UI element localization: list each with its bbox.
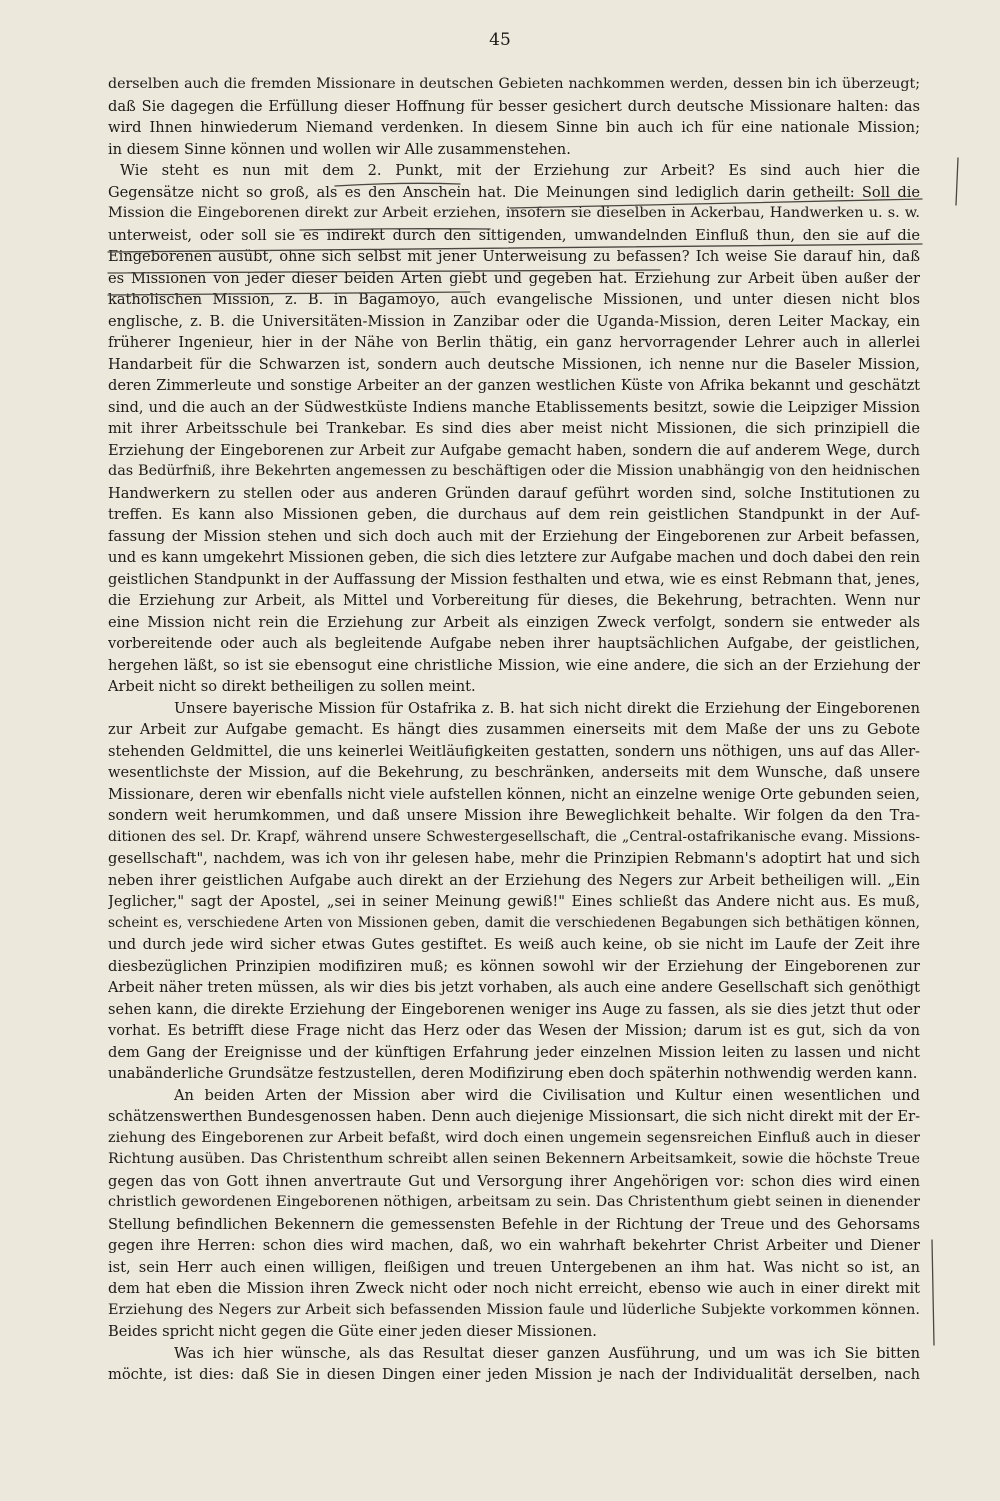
text-line: es Missionen von jeder dieser beiden Arten giebt und gegeben hat. Erziehung zur Arbeit üben außer der [108, 269, 920, 287]
text-line: schätzenswerthen Bundesgenossen haben. Denn auch diejenige Missionsart, die sich nicht direkt mit der Er- [108, 1108, 920, 1125]
text-line: gesellschaft", nachdem, was ich von ihr gelesen habe, mehr die Prinzipien Rebmann's adoptirt hat und sich [108, 850, 920, 867]
text-line: Stellung befindlichen Bekennern die gemessensten Befehle in der Richtung der Treue und des Gehorsams [108, 1215, 920, 1233]
text-line: Erziehung des Negers zur Arbeit sich befassenden Mission faule und lüderliche Subjekte vorkommen können. [108, 1301, 920, 1318]
text-line: christlich gewordenen Eingeborenen nöthigen, arbeitsam zu sein. Das Christenthum giebt seinen in dienender [108, 1194, 920, 1210]
text-line: mit ihrer Arbeitsschule bei Trankebar. Es sind dies aber meist nicht Missionen, die sich prinzipiell die [108, 420, 920, 437]
pencil-margin-stroke [932, 1240, 934, 1345]
text-line: diesbezüglichen Prinzipien modifiziren muß; es können sowohl wir der Erziehung der Eingeborenen zur [108, 957, 920, 975]
text-line: daß Sie dagegen die Erfüllung dieser Hoffnung für besser gesichert durch deutsche Missionare halten: das [108, 97, 920, 115]
text-line: scheint es, verschiedene Arten von Missionen geben, damit die verschiedenen Begabungen sich bethätigen können, [108, 914, 920, 931]
text-line: vorbereitende oder auch als begleitende Aufgabe neben ihrer hauptsächlichen Aufgabe, der geistlichen, [108, 635, 920, 652]
text-line: Was ich hier wünsche, als das Resultat dieser ganzen Ausführung, und um was ich Sie bitten [174, 1344, 920, 1362]
pencil-margin-stroke [956, 158, 958, 205]
paragraph [108, 1343, 920, 1386]
text-line: zur Arbeit zur Aufgabe gemacht. Es hängt dies zusammen einerseits mit dem Maße der uns zu Gebote [108, 721, 920, 738]
text-line: Unsere bayerische Mission für Ostafrika z. B. hat sich nicht direkt die Erziehung der Eingeborenen [174, 699, 920, 717]
text-line: deren Zimmerleute und sonstige Arbeiter an der ganzen westlichen Küste von Afrika bekannt und geschätzt [108, 377, 920, 394]
text-line: hergehen läßt, so ist sie ebensogut eine christliche Mission, wie eine andere, die sich an der Erziehung der [108, 656, 920, 674]
text-line: sondern weit herumkommen, und daß unsere Mission ihre Beweglichkeit behalte. Wir folgen da den Tra- [108, 807, 920, 824]
text-line: Handarbeit für die Schwarzen ist, sondern auch deutsche Missionen, ich nenne nur die Baseler Mission, [108, 355, 920, 373]
paragraph [108, 698, 920, 1085]
text-line: neben ihrer geistlichen Aufgabe auch direkt an der Erziehung des Negers zur Arbeit betheiligen will. „Ein [108, 871, 920, 889]
text-line: treffen. Es kann also Missionen geben, die durchaus auf dem rein geistlichen Standpunkt in der Auf- [108, 506, 920, 523]
text-line: derselben auch die fremden Missionare in deutschen Gebieten nachkommen werden, dessen bin ich überzeugt; [108, 76, 920, 92]
text-line: Erziehung der Eingeborenen zur Arbeit zur Aufgabe gemacht haben, sondern die auf anderem Wege, durch [108, 441, 920, 459]
text-line: stehenden Geldmittel, die uns keinerlei Weitläufigkeiten gestatten, sondern uns nöthigen, uns auf das Aller- [108, 742, 920, 760]
text-line: sehen kann, die direkte Erziehung der Eingeborenen weniger ins Auge zu fassen, als sie dies jetzt thut oder [108, 1000, 920, 1018]
text-line: sind, und die auch an der Südwestküste Indiens manche Etablissements besitzt, sowie die Leipziger Mission [108, 398, 920, 416]
text-line: dem hat eben die Mission ihren Zweck nicht oder noch nicht erreicht, ebenso wie auch in einer direkt mit [108, 1280, 920, 1297]
text-line: wesentlichste der Mission, auf die Bekehrung, zu beschränken, anderseits mit dem Wunsche, daß unsere [108, 764, 920, 781]
text-line: Gegensätze nicht so groß, als es den Anschein hat. Die Meinungen sind lediglich darin getheilt: Soll die [108, 183, 920, 201]
text-line: in diesem Sinne können und wollen wir Alle zusammenstehen. [108, 140, 571, 158]
text-line: Arbeit näher treten müssen, als wir dies bis jetzt vorhaben, als auch eine andere Gesellschaft sich genöthigt [108, 979, 920, 996]
text-line: und durch jede wird sicher etwas Gutes gestiftet. Es weiß auch keine, ob sie nicht im Laufe der Zeit ihre [108, 936, 920, 953]
text-line: Beides spricht nicht gegen die Güte einer jeden dieser Missionen. [108, 1323, 597, 1340]
text-line: ist, sein Herr auch einen willigen, fleißigen und treuen Untergebenen an ihm hat. Was nicht so ist, an [108, 1258, 920, 1276]
text-line: gegen ihre Herren: schon dies wird machen, daß, wo ein wahrhaft bekehrter Christ Arbeiter und Diener [108, 1237, 920, 1254]
text-line: möchte, ist dies: daß Sie in diesen Dingen einer jeden Mission je nach der Individualität derselben, nach [108, 1366, 920, 1383]
paragraph [108, 160, 920, 698]
text-line: geistlichen Standpunkt in der Auffassung der Mission festhalten und etwa, wie es einst Rebmann that, jenes, [108, 570, 920, 588]
text-line: eine Mission nicht rein die Erziehung zur Arbeit als einzigen Zweck verfolgt, sondern sie entweder als [108, 613, 920, 631]
text-line: An beiden Arten der Mission aber wird die Civilisation und Kultur einen wesentlichen und [174, 1086, 920, 1104]
text-line: Eingeborenen ausübt, ohne sich selbst mit jener Unterweisung zu befassen? Ich weise Sie darauf hin, daß [108, 248, 920, 265]
text-line: Jeglicher," sagt der Apostel, „sei in seiner Meinung gewiß!" Eines schließt das Andere nicht aus. Es muß, [108, 893, 920, 910]
paragraph [108, 1085, 920, 1343]
text-line: unterweist, oder soll sie es indirekt durch den sittigenden, umwandelnden Einfluß thun, den sie auf die [108, 226, 920, 244]
text-line: früherer Ingenieur, hier in der Nähe von Berlin thätig, ein ganz hervorragender Lehrer auch in allerlei [108, 334, 920, 351]
text-line: Missionare, deren wir ebenfalls nicht viele aufstellen können, nicht an einzelne wenige Orte gebunden seien, [108, 785, 920, 803]
text-line: die Erziehung zur Arbeit, als Mittel und Vorbereitung für dieses, die Bekehrung, betrachten. Wenn nur [108, 592, 920, 609]
body-text [108, 74, 920, 1386]
text-line: und es kann umgekehrt Missionen geben, die sich dies letztere zur Aufgabe machen und doch dabei den rein [108, 549, 920, 566]
text-line: wird Ihnen hinwiederum Niemand verdenken. In diesem Sinne bin auch ich für eine nationale Mission; [108, 119, 920, 136]
text-line: vorhat. Es betrifft diese Frage nicht das Herz oder das Wesen der Mission; darum ist es gut, sich da von [108, 1022, 920, 1039]
text-line: Arbeit nicht so direkt betheiligen zu sollen meint. [108, 678, 476, 695]
text-line: englische, z. B. die Universitäten-Mission in Zanzibar oder die Uganda-Mission, deren Leiter Mackay, ein [108, 312, 920, 330]
text-line: Richtung ausüben. Das Christenthum schreibt allen seinen Bekennern Arbeitsamkeit, sowie die höchste Treue [108, 1151, 920, 1167]
text-line: katholischen Mission, z. B. in Bagamoyo, auch evangelische Missionen, und unter diesen nicht blos [108, 291, 920, 308]
text-line: dem Gang der Ereignisse und der künftigen Erfahrung jeder einzelnen Mission leiten zu lassen und nicht [108, 1043, 920, 1061]
text-line: unabänderliche Grundsätze festzustellen, deren Modifizirung eben doch späterhin nothwendig werden kann. [108, 1065, 918, 1082]
text-line: Mission die Eingeborenen direkt zur Arbeit erziehen, insofern sie dieselben in Ackerbau, Handwerken u. s. w. [108, 205, 920, 221]
paragraph [108, 74, 920, 160]
text-line: gegen das von Gott ihnen anvertraute Gut und Versorgung ihrer Angehörigen vor: schon dies wird einen [108, 1172, 920, 1190]
text-line: Handwerkern zu stellen oder aus anderen Gründen darauf geführt worden sind, solche Institutionen zu [108, 484, 920, 502]
text-line: Wie steht es nun mit dem 2. Punkt, mit der Erziehung zur Arbeit? Es sind auch hier die [120, 162, 920, 179]
text-line: das Bedürfniß, ihre Bekehrten angemessen zu beschäftigen oder die Mission unabhängig von den heidnischen [108, 463, 920, 479]
text-line: fassung der Mission stehen und sich doch auch mit der Erziehung der Eingeborenen zur Arbeit befassen, [108, 527, 920, 545]
page-number: 45 [489, 30, 511, 50]
text-line: ditionen des sel. Dr. Krapf, während unsere Schwestergesellschaft, die „Central-ostafrikanische evang. Missions- [108, 828, 920, 845]
text-line: ziehung des Eingeborenen zur Arbeit befaßt, wird doch einen ungemein segensreichen Einfluß auch in dieser [108, 1129, 920, 1146]
